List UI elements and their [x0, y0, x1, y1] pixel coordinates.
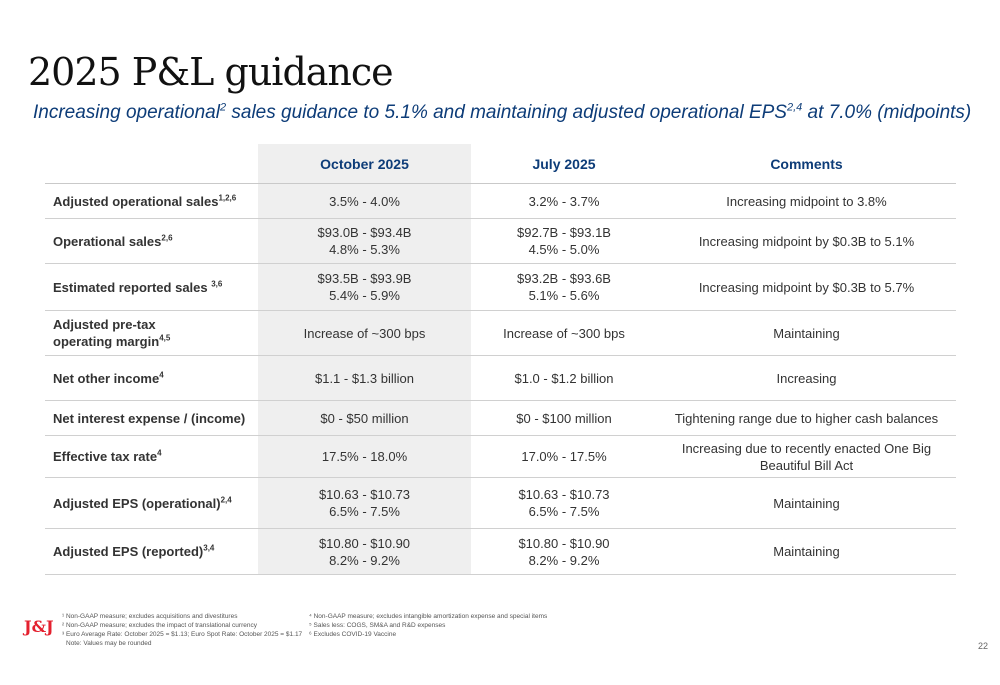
table-row — [45, 184, 956, 219]
july-value — [471, 529, 657, 575]
comment-value-line: Increasing midpoint by $0.3B to 5.1% — [698, 233, 915, 249]
july-value-line: $92.7B - $93.1B — [517, 225, 611, 240]
footnote-ref: 4,5 — [159, 333, 171, 343]
table-row — [45, 401, 956, 436]
footnote-ref: 2,4 — [220, 495, 232, 505]
footnote: ⁵ Sales less: COGS, SM&A and R&D expenses — [309, 622, 446, 629]
october-value-line: $93.5B - $93.9B — [317, 271, 412, 286]
october-value — [258, 184, 471, 219]
october-value — [258, 219, 471, 264]
october-value-line: 6.5% - 7.5% — [329, 504, 400, 519]
july-value-line: $93.2B - $93.6B — [517, 271, 611, 286]
footnote-ref: 1,2,6 — [218, 193, 237, 203]
july-value — [471, 356, 657, 401]
row-label-text: Net interest expense / (income) — [53, 410, 246, 426]
footnote: ² Non-GAAP measure; excludes the impact of translational currency — [62, 622, 257, 629]
header-comments: Comments — [657, 144, 956, 184]
guidance-table — [45, 144, 956, 575]
row-label-text: Adjusted EPS (reported) — [53, 544, 204, 559]
july-value-line: $0 - $100 million — [516, 410, 612, 426]
row-label-text: Adjusted pre-tax — [53, 317, 156, 332]
october-value-line: $93.0B - $93.4B — [317, 225, 412, 240]
table-row — [45, 529, 956, 575]
table-row — [45, 436, 956, 478]
row-label — [45, 478, 258, 529]
july-value — [471, 311, 657, 356]
header-july-2025: July 2025 — [471, 144, 657, 184]
comment-value-line: Maintaining — [773, 544, 840, 559]
comment-value-line: Beautiful Bill Act — [759, 457, 854, 473]
july-value-line: 6.5% - 7.5% — [528, 504, 600, 519]
july-value — [471, 264, 657, 311]
july-value-line: 17.0% - 17.5% — [521, 449, 607, 464]
comment-value-line: Increasing midpoint by $0.3B to 5.7% — [698, 279, 915, 295]
october-value — [258, 356, 471, 401]
footnote-ref: 3,4 — [203, 543, 215, 553]
page-title: 2025 P&L guidance — [28, 50, 393, 94]
footnote: ⁶ Excludes COVID-19 Vaccine — [309, 631, 397, 638]
july-value — [471, 436, 657, 478]
comment-value-line: Increasing — [776, 370, 837, 386]
comment-value — [657, 356, 956, 401]
july-value-line: 3.2% - 3.7% — [528, 193, 600, 209]
row-label — [45, 184, 258, 219]
comment-value — [657, 478, 956, 529]
october-value — [258, 264, 471, 311]
footnotes-left — [62, 612, 302, 648]
table-row — [45, 478, 956, 529]
july-value-line: $10.80 - $10.90 — [518, 535, 610, 551]
october-value-line: 3.5% - 4.0% — [329, 193, 400, 209]
footnote-ref: 2,6 — [161, 233, 173, 243]
header-october-2025: October 2025 — [258, 144, 471, 184]
october-value — [258, 478, 471, 529]
footnote-note: Note: Values may be rounded — [66, 640, 152, 647]
footnote-ref: 3,6 — [211, 279, 223, 289]
table-row — [45, 311, 956, 356]
october-value — [258, 529, 471, 575]
october-value-line: $1.1 - $1.3 billion — [314, 370, 414, 386]
footnote-ref: 4 — [157, 448, 162, 458]
row-label — [45, 401, 258, 436]
footnote: ¹ Non-GAAP measure; excludes acquisitions and divestitures — [62, 613, 238, 620]
page-number: 22 — [978, 641, 989, 651]
row-label-text: Operational sales — [53, 233, 162, 249]
october-value-line: $10.80 - $10.90 — [318, 535, 411, 551]
october-value — [258, 436, 471, 478]
july-value — [471, 219, 657, 264]
comment-value-line: Tightening range due to higher cash balances — [674, 410, 939, 426]
row-label-text: Effective tax rate — [53, 449, 158, 464]
comment-value-line: Maintaining — [773, 495, 840, 511]
comment-value — [657, 184, 956, 219]
comment-value — [657, 529, 956, 575]
row-label-text: Net other income — [53, 370, 160, 386]
row-label — [45, 529, 258, 575]
comment-value — [657, 436, 956, 478]
october-value-line: 8.2% - 9.2% — [329, 552, 400, 568]
footnote: ⁴ Non-GAAP measure; excludes intangible amortization expense and special items — [309, 613, 548, 620]
october-value-line: 5.4% - 5.9% — [329, 288, 400, 303]
comment-value — [657, 401, 956, 436]
footnote-ref: 4 — [159, 370, 164, 380]
comment-value — [657, 264, 956, 311]
table-row — [45, 219, 956, 264]
row-label-text: Adjusted EPS (operational) — [53, 495, 221, 511]
row-label — [45, 219, 258, 264]
july-value — [471, 184, 657, 219]
july-value — [471, 478, 657, 529]
july-value-line: Increase of ~300 bps — [503, 325, 625, 341]
header-label-column — [45, 144, 258, 184]
footnote: ³ Euro Average Rate: October 2025 = $1.13; Euro Spot Rate: October 2025 = $1.17 — [62, 631, 303, 638]
row-label-text: Adjusted operational sales — [53, 193, 219, 209]
july-value-line: 8.2% - 9.2% — [528, 552, 600, 568]
table-row — [45, 356, 956, 401]
october-value-line: 17.5% - 18.0% — [321, 449, 408, 464]
row-label — [45, 436, 258, 478]
table-header-row — [45, 144, 956, 184]
row-label — [45, 311, 258, 356]
row-label — [45, 356, 258, 401]
comment-value — [657, 311, 956, 356]
july-value-line: $1.0 - $1.2 billion — [514, 370, 614, 386]
october-value-line: $10.63 - $10.73 — [318, 487, 411, 502]
july-value-line: $10.63 - $10.73 — [518, 487, 610, 502]
table-row — [45, 264, 956, 311]
comment-value-line: Increasing due to recently enacted One Big — [681, 440, 932, 456]
october-value-line: $0 - $50 million — [320, 410, 409, 426]
footnotes-right — [309, 612, 547, 639]
comment-value-line: Increasing midpoint to 3.8% — [726, 193, 887, 209]
october-value-line: 4.8% - 5.3% — [329, 242, 400, 257]
july-value-line: 4.5% - 5.0% — [528, 242, 600, 257]
comment-value-line: Maintaining — [773, 325, 840, 341]
row-label-text: Estimated reported sales — [53, 279, 212, 295]
october-value-line: Increase of ~300 bps — [303, 325, 426, 341]
october-value — [258, 401, 471, 436]
october-value — [258, 311, 471, 356]
page-subtitle: Increasing operational$^2$ sales guidance to 5.1% and maintaining adjusted operational EPS$^{2,4}$ at 7.0% (midpoints) — [33, 101, 972, 123]
row-label-text-line2: operating margin — [53, 334, 160, 349]
comment-value — [657, 219, 956, 264]
jnj-logo: J&J — [24, 617, 54, 636]
july-value — [471, 401, 657, 436]
row-label — [45, 264, 258, 311]
july-value-line: 5.1% - 5.6% — [528, 288, 600, 303]
